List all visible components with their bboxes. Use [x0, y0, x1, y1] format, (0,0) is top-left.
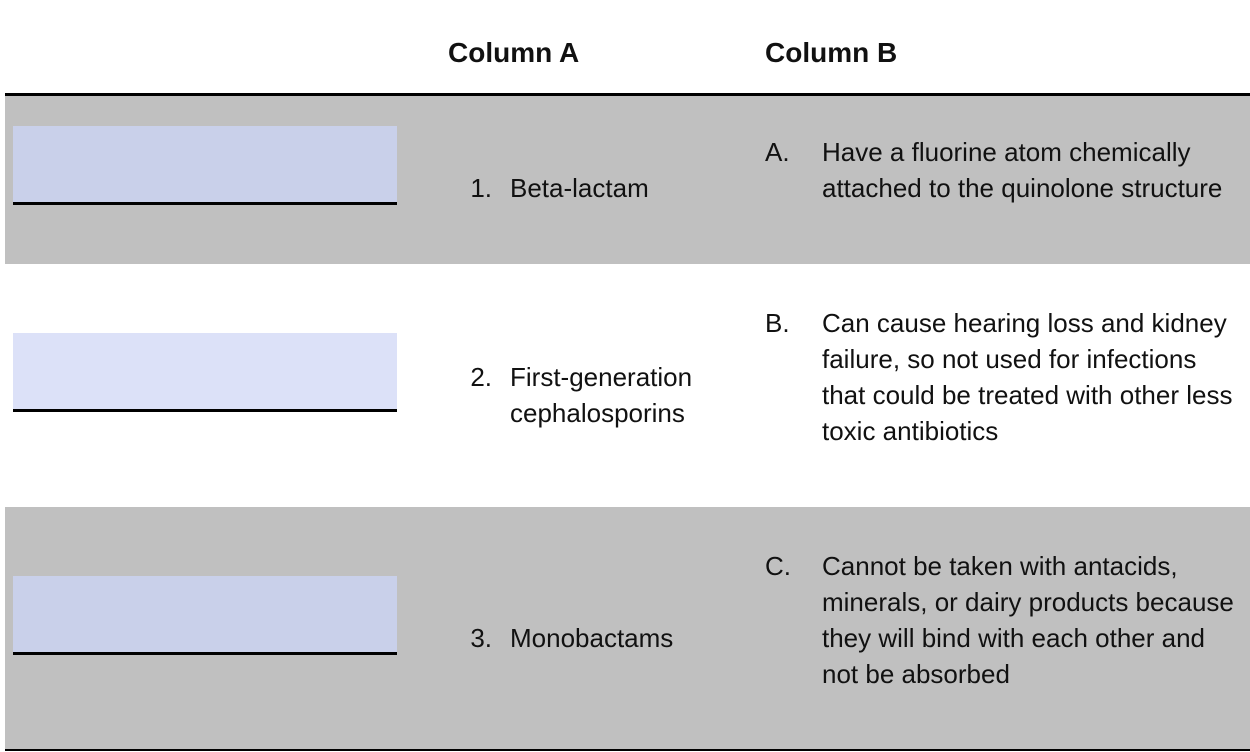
definition-text-b: Can cause hearing loss and kidney failure, so not used for infections that could be treated with other less toxic antibiotics [822, 308, 1233, 446]
matching-table-header [0, 0, 1250, 96]
definition-text-a: Have a fluorine atom chemically attached to the quinolone structure [822, 137, 1223, 203]
definition-text-c: Cannot be taken with antacids, minerals, or dairy products because they will bind with each other and not be absorbed [822, 551, 1234, 689]
item-term-2: First-generation cephalosporins [510, 362, 693, 428]
column-b-title: Column B [765, 37, 898, 68]
column-a-title: Column A [448, 37, 580, 68]
answer-field-2[interactable] [13, 333, 397, 412]
answer-field-3[interactable] [13, 576, 397, 655]
definition-letter-a: A. [765, 137, 790, 167]
item-number-2: 2. [470, 362, 492, 392]
definition-letter-c: C. [765, 551, 791, 581]
item-number-3: 3. [470, 623, 492, 653]
item-term-1: Beta-lactam [510, 173, 649, 203]
item-term-3: Monobactams [510, 623, 674, 653]
answer-field-1[interactable] [13, 126, 397, 205]
bottom-divider [5, 749, 1250, 751]
definition-letter-b: B. [765, 308, 790, 338]
item-number-1: 1. [470, 173, 492, 203]
